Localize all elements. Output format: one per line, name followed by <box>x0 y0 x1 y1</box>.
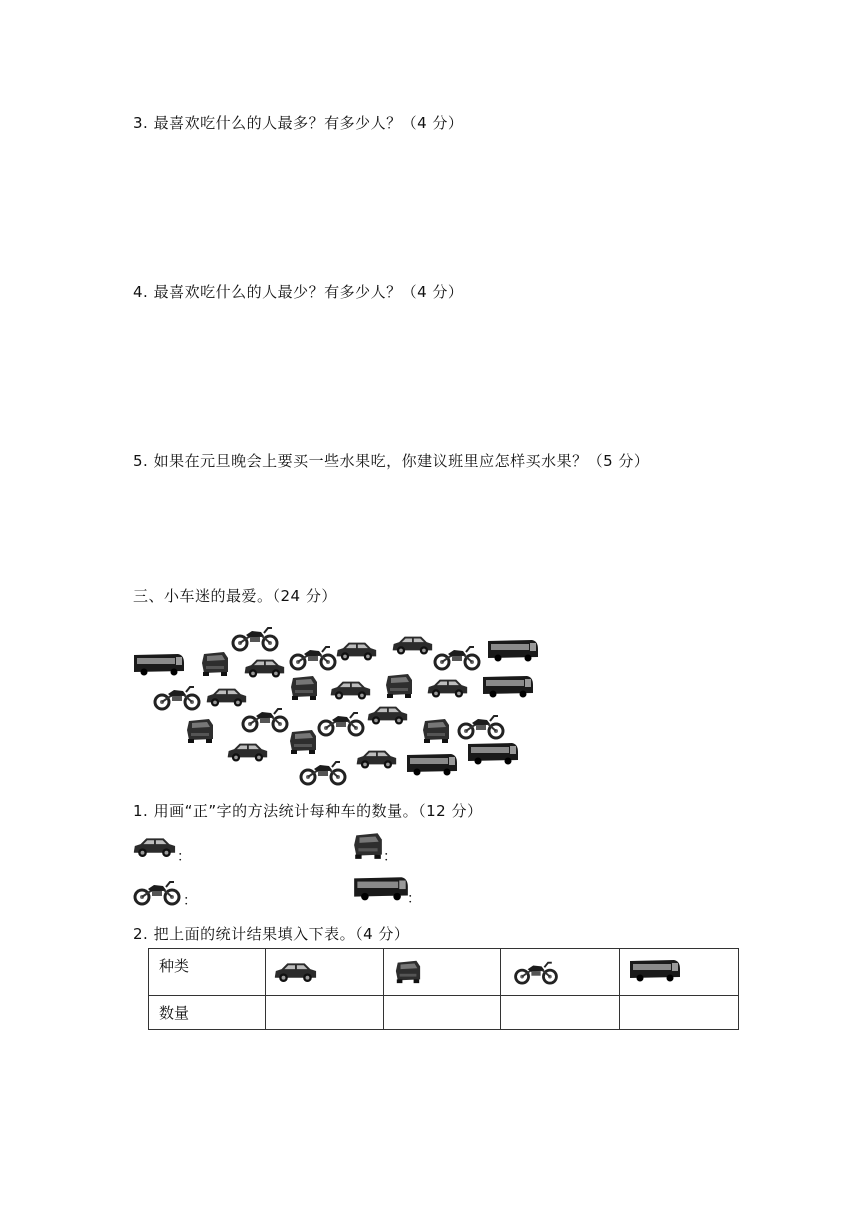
car-icon <box>328 676 372 702</box>
table-row-quantity <box>149 996 739 1030</box>
bus-icon <box>466 740 520 766</box>
bus-icon <box>481 673 535 699</box>
car-icon <box>390 631 434 657</box>
jeep-tally-colon: ： <box>383 849 397 865</box>
car-icon <box>242 654 286 680</box>
car-icon <box>131 832 177 860</box>
jeep-icon <box>288 727 318 755</box>
car-icon <box>425 674 469 700</box>
sub-question-1: 1. 用画“正”字的方法统计每种车的数量。（12 分） <box>133 802 483 820</box>
question-5: 5. 如果在元旦晚会上要买一些水果吃，你建议班里应怎样买水果？（5 分） <box>133 452 650 470</box>
motorcycle-icon <box>511 959 561 985</box>
table-label-type: 种类 <box>149 949 266 996</box>
car-icon <box>225 738 269 764</box>
table-input-car-count[interactable] <box>266 996 384 1030</box>
bus-icon <box>352 874 410 902</box>
car-icon <box>365 701 409 727</box>
table-cell-motorcycle <box>501 949 620 996</box>
jeep-icon <box>185 716 215 744</box>
motorcycle-icon <box>298 758 348 786</box>
jeep-icon <box>384 671 414 699</box>
jeep-icon <box>200 649 230 677</box>
table-input-motorcycle-count[interactable] <box>501 996 620 1030</box>
table-cell-jeep <box>384 949 501 996</box>
motorcycle-tally-colon: ： <box>183 893 197 909</box>
question-3: 3. 最喜欢吃什么的人最多？有多少人？（4 分） <box>133 114 464 132</box>
jeep-icon <box>289 673 319 701</box>
motorcycle-icon <box>152 683 202 711</box>
table-input-jeep-count[interactable] <box>384 996 501 1030</box>
bus-icon <box>132 651 186 677</box>
jeep-icon <box>394 957 422 985</box>
table-input-bus-count[interactable] <box>620 996 739 1030</box>
jeep-icon <box>352 830 384 860</box>
motorcycle-icon <box>316 709 366 737</box>
section-3-title: 三、小车迷的最爱。（24 分） <box>133 587 337 605</box>
car-icon <box>204 683 248 709</box>
sub-question-2: 2. 把上面的统计结果填入下表。（4 分） <box>133 925 410 943</box>
car-icon <box>334 637 378 663</box>
bus-tally-colon: ： <box>407 891 421 907</box>
statistics-table <box>148 948 739 1030</box>
table-cell-car <box>266 949 384 996</box>
table-row-type <box>149 949 739 996</box>
motorcycle-icon <box>288 643 338 671</box>
car-tally-colon: ： <box>177 849 191 865</box>
car-icon <box>272 957 318 985</box>
motorcycle-icon <box>230 624 280 652</box>
table-label-quantity: 数量 <box>149 996 266 1030</box>
bus-icon <box>628 957 682 983</box>
motorcycle-icon <box>131 878 183 906</box>
motorcycle-icon <box>456 712 506 740</box>
motorcycle-icon <box>240 705 290 733</box>
bus-icon <box>486 637 540 663</box>
question-4: 4. 最喜欢吃什么的人最少？有多少人？（4 分） <box>133 283 464 301</box>
bus-icon <box>405 751 459 777</box>
jeep-icon <box>421 716 451 744</box>
table-cell-bus <box>620 949 739 996</box>
car-icon <box>354 745 398 771</box>
motorcycle-icon <box>432 643 482 671</box>
